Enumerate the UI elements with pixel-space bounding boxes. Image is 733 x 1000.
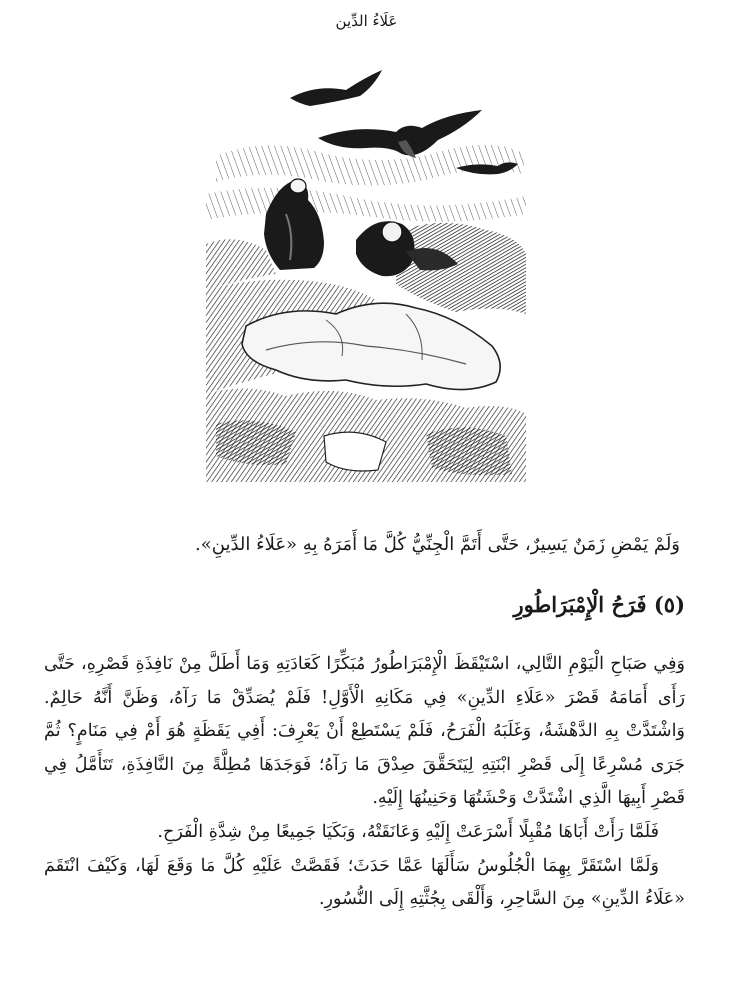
- chapter-body: [44, 648, 685, 917]
- paragraph-2: فَلَمَّا رَأَتْ أَبَاهَا مُقْبِلًا أَسْرَعَتْ إِلَيْهِ وَعَانَقَتْهُ، وَبَكَيَا جَمِيعًا مِنْ شِدَّةِ الْفَرَحِ.: [157, 821, 659, 842]
- chapter-title: فَرَحُ الْإِمْبَرَاطُورِ: [513, 592, 647, 617]
- running-head: عَلَاءُ الدِّين: [335, 12, 398, 30]
- chapter-number: (٥): [653, 592, 685, 617]
- paragraph-3: وَلَمَّا اسْتَقَرَّ بِهِمَا الْجُلُوسُ سَأَلَهَا عَمَّا حَدَثَ؛ فَقَصَّتْ عَلَيْهِ كُلَّ مَا وَقَعَ لَهَا، وَكَيْفَ انْتَقَمَ «عَلَاءُ الدِّينِ» مِنَ السَّاحِرِ، وَأَلْقَى بِجُثَّتِهِ إِلَى النُّسُورِ.: [44, 855, 685, 910]
- engraving-illustration: [206, 64, 526, 482]
- paragraph-1: وَفِي صَبَاحِ الْيَوْمِ التَّالِي، اسْتَيْقَظَ الْإِمْبَرَاطُورُ مُبَكِّرًا كَعَادَتِهِ وَمَا أَطَلَّ مِنْ نَافِذَةِ قَصْرِهِ، حَتَّى رَأَى أَمَامَهُ قَصْرَ «عَلَاءِ الدِّينِ» فِي مَكَانِهِ الْأَوَّلِ! فَلَمْ يُصَدِّقْ مَا رَآهُ، وَظَنَّ أَنَّهُ حَالِمٌ. وَاشْتَدَّتْ بِهِ الدَّهْشَةُ، وَغَلَبَهُ الْفَرَحُ، فَلَمْ يَسْتَطِعْ أَنْ يَعْرِفَ: أَفِي يَقَظَةٍ هُوَ أَمْ فِي مَنَامٍ؟ ثُمَّ جَرَى مُسْرِعًا إِلَى قَصْرِ ابْنَتِهِ لِيَتَحَقَّقَ صِدْقَ مَا رَآهُ؛ فَوَجَدَهَا مُطِلَّةً مِنَ النَّافِذَةِ، تَتَأَمَّلُ فِي قَصْرِ أَبِيهَا الَّذِي اشْتَدَّتْ وَحْشَتُهَا وَحَنِينُهَا إِلَيْهِ.: [44, 654, 685, 809]
- vultures-engraving-svg: [206, 64, 526, 482]
- closing-line: وَلَمْ يَمْضِ زَمَنٌ يَسِيرٌ، حَتَّى أَتَمَّ الْجِنِّيُّ كُلَّ مَا أَمَرَهُ بِهِ «عَلَاءُ الدِّينِ».: [195, 534, 680, 555]
- chapter-heading: [45, 592, 685, 617]
